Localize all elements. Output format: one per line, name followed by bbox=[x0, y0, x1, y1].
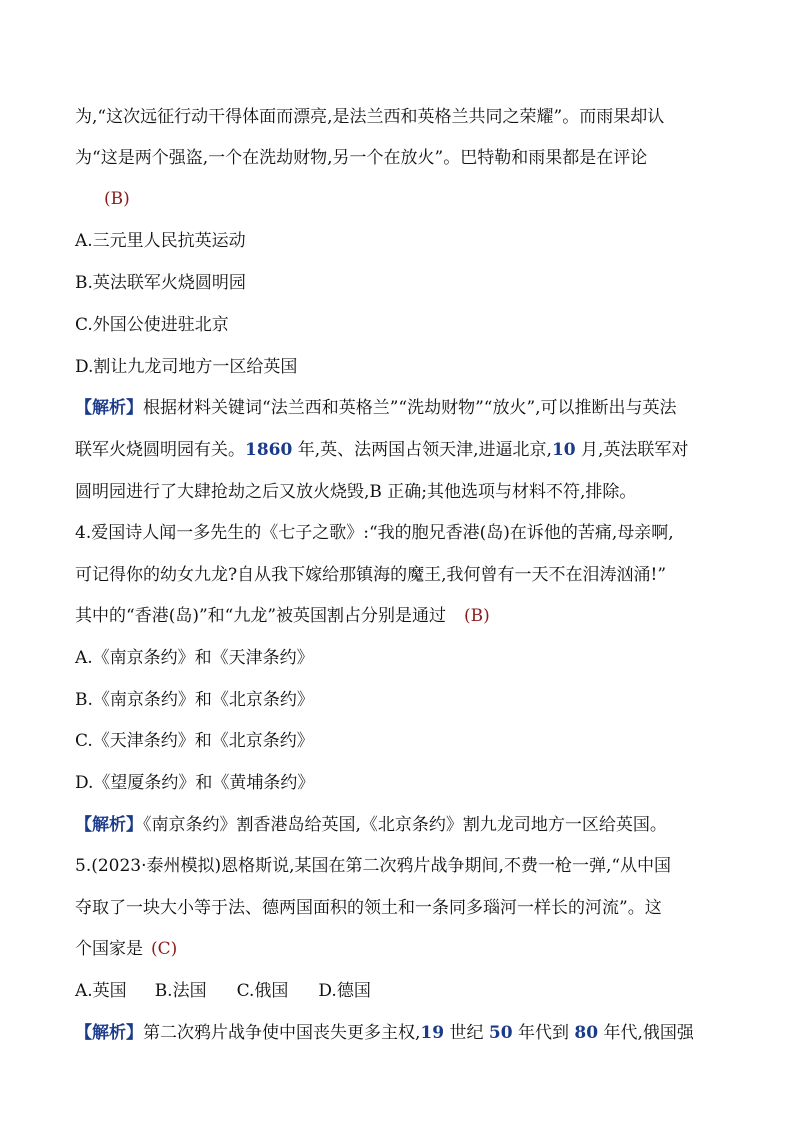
q3-option-b: B.英法联军火烧圆明园 bbox=[75, 273, 246, 293]
q3-analysis-text-2c: 月,英法联军对 bbox=[575, 440, 689, 460]
decade-number-2: 80 bbox=[574, 1023, 599, 1043]
q5-analysis-line-1 bbox=[75, 1020, 694, 1046]
month-number: 10 bbox=[551, 440, 576, 460]
q4-answer: (B) bbox=[464, 606, 490, 626]
q3-stem-line-1: 为,“这次远征行动干得体面而漂亮,是法兰西和英格兰共同之荣耀”。而雨果却认 bbox=[75, 107, 665, 127]
century-number: 19 bbox=[420, 1023, 445, 1043]
analysis-tag: 【解析】 bbox=[75, 398, 143, 418]
q3-analysis-text-2a: 联军火烧圆明园有关。 bbox=[75, 440, 245, 460]
q5-option-d: D.德国 bbox=[318, 981, 371, 1001]
q5-options bbox=[75, 978, 371, 1004]
q4-analysis-text-1: 《南京条约》割香港岛给英国,《北京条约》割九龙司地方一区给英国。 bbox=[143, 815, 667, 835]
q3-analysis-text-1: 根据材料关键词“法兰西和英格兰”“洗劫财物”“放火”,可以推断出与英法 bbox=[143, 398, 677, 418]
q4-option-d: D.《望厦条约》和《黄埔条约》 bbox=[75, 773, 315, 793]
q3-analysis-line-2 bbox=[75, 437, 688, 463]
q3-option-a: A.三元里人民抗英运动 bbox=[75, 231, 246, 251]
q4-option-b: B.《南京条约》和《北京条约》 bbox=[75, 690, 314, 710]
q4-stem-text-3: 其中的“香港(岛)”和“九龙”被英国割占分别是通过 bbox=[75, 606, 447, 626]
decade-number-1: 50 bbox=[488, 1023, 513, 1043]
q5-option-c: C.俄国 bbox=[236, 981, 289, 1001]
analysis-tag: 【解析】 bbox=[75, 815, 143, 835]
year-number: 1860 bbox=[245, 440, 293, 460]
q4-stem-line-3 bbox=[75, 603, 490, 629]
q4-option-c: C.《天津条约》和《北京条约》 bbox=[75, 731, 314, 751]
q5-stem-text-3: 个国家是 bbox=[75, 939, 143, 959]
q3-analysis-line-3: 圆明园进行了大肆抢劫之后又放火烧毁,B 正确;其他选项与材料不符,排除。 bbox=[75, 482, 637, 502]
q4-option-a: A.《南京条约》和《天津条约》 bbox=[75, 648, 314, 668]
q4-analysis-line-1 bbox=[75, 812, 667, 838]
q4-stem-line-2: 可记得你的幼女九龙?自从我下嫁给那镇海的魔王,我何曾有一天不在泪涛汹涌!” bbox=[75, 565, 667, 585]
q5-stem-line-3 bbox=[75, 936, 177, 962]
q3-stem-line-2: 为“这是两个强盗,一个在洗劫财物,另一个在放火”。巴特勒和雨果都是在评论 bbox=[75, 148, 648, 168]
q5-analysis-text-a: 第二次鸦片战争使中国丧失更多主权, bbox=[143, 1023, 421, 1043]
q5-analysis-text-b: 世纪 bbox=[444, 1023, 489, 1043]
q4-stem-line-1: 4.爱国诗人闻一多先生的《七子之歌》:“我的胞兄香港(岛)在诉他的苦痛,母亲啊, bbox=[75, 523, 674, 543]
q5-option-a: A.英国 bbox=[75, 981, 127, 1001]
q3-analysis-text-2b: 年,英、法两国占领天津,进逼北京, bbox=[292, 440, 552, 460]
q3-analysis-line-1 bbox=[75, 395, 677, 421]
analysis-tag: 【解析】 bbox=[75, 1023, 143, 1043]
q5-stem-line-2: 夺取了一块大小等于法、德两国面积的领土和一条同多瑙河一样长的河流”。这 bbox=[75, 898, 662, 918]
q5-answer: (C) bbox=[151, 939, 178, 959]
q5-option-b: B.法国 bbox=[154, 981, 207, 1001]
q3-option-c: C.外国公使进驻北京 bbox=[75, 315, 229, 335]
q5-analysis-text-d: 年代,俄国强 bbox=[598, 1023, 694, 1043]
q3-option-d: D.割让九龙司地方一区给英国 bbox=[75, 357, 298, 377]
q5-stem-line-1: 5.(2023·泰州模拟)恩格斯说,某国在第二次鸦片战争期间,不费一枪一弹,“从中国 bbox=[75, 856, 672, 876]
q3-answer: (B) bbox=[104, 189, 130, 209]
q5-analysis-text-c: 年代到 bbox=[512, 1023, 575, 1043]
